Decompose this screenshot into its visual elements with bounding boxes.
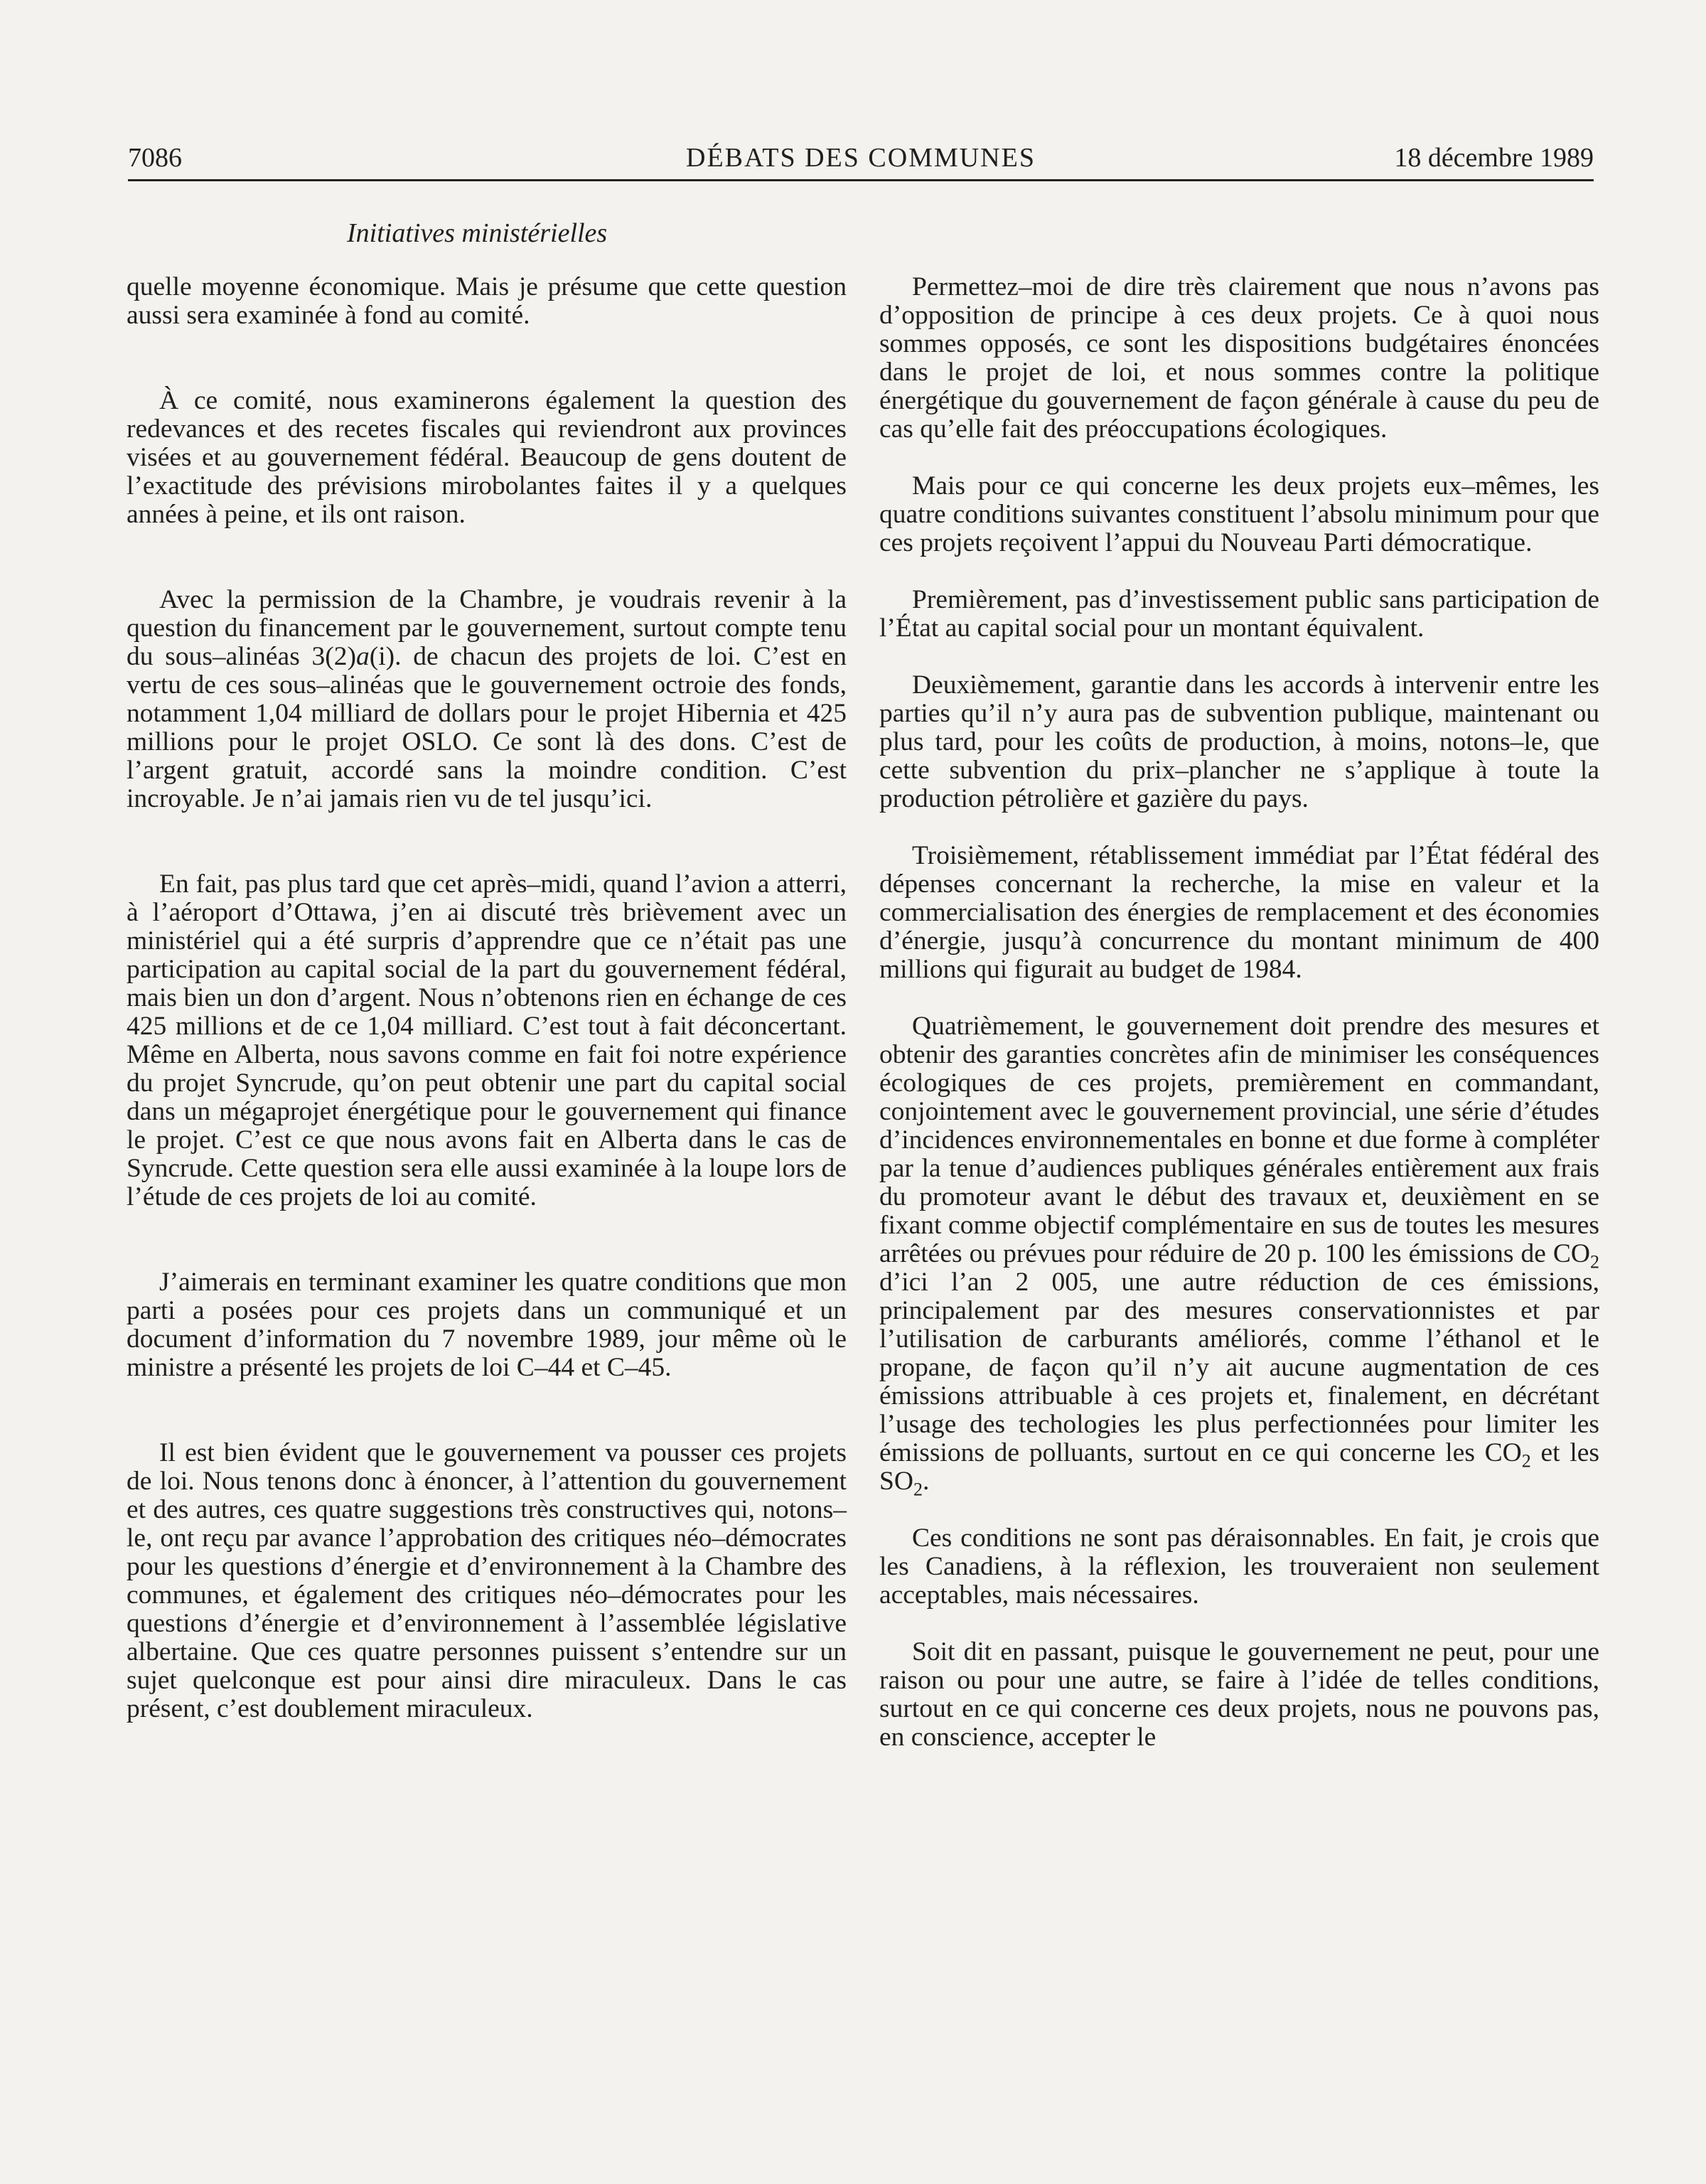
paragraph: Ces conditions ne sont pas déraisonnables. En fait, je crois que les Canadiens, à la réflexion, les trouveraient non seulement acceptables, mais nécessaires. [879, 1524, 1599, 1610]
paragraph: Deuxièmement, garantie dans les accords à intervenir entre les parties qu’il n’y aura pas de subvention publique, maintenant ou plus tard, pour les coûts de production, à moins, notons–le, que cette subvention du prix–plancher ne s’applique à toute la production pétrolière et gazière du pays. [879, 670, 1599, 813]
punctuation: . [922, 1467, 930, 1496]
paragraph: Mais pour ce qui concerne les deux projets eux–mêmes, les quatre conditions suivantes constituent l’absolu minimum pour que ces projets reçoivent l’appui du Nouveau Parti démocratique. [879, 471, 1599, 557]
paragraph-text: (i). de chacun des projets de loi. C’est en vertu de ces sous–alinéas que le gouvernement octroie des fonds, notamment 1,04 milliard de dollars pour le projet Hibernia et 425 millions pour le projet OSLO. Ce sont là des dons. C’est de l’argent gratuit, accordé sans la moindre condition. C’est incroyable. Je n’ai jamais rien vu de tel jusqu’ici. [127, 642, 847, 813]
page-date: 18 décembre 1989 [1394, 143, 1594, 173]
paragraph: J’aimerais en terminant examiner les quatre conditions que mon parti a posées pour ces projets dans un communiqué et un document d’information du 7 novembre 1989, jour même où le ministre a présenté les projets de loi C–44 et C–45. [127, 1268, 847, 1382]
subscript: 2 [913, 1479, 923, 1500]
paragraph-text: Avec la permission de la Chambre, je voudrais revenir à la question du financement par le gouvernement, surtout compte tenu du sous–alinéas 3(2) [127, 585, 847, 671]
paragraph: À ce comité, nous examinerons également la question des redevances et des recetes fiscales qui reviendront aux provinces visées et au gouvernement fédéral. Beaucoup de gens doutent de l’exactitude des prévisions mirobolantes faites il y a quelques années à peine, et ils ont raison. [127, 386, 847, 529]
publication-title: DÉBATS DES COMMUNES [686, 143, 1036, 173]
paragraph: quelle moyenne économique. Mais je présume que cette question aussi sera examinée à fond au comité. [127, 272, 847, 330]
subscript: 2 [1521, 1450, 1531, 1472]
paragraph [127, 586, 847, 813]
left-column [127, 273, 847, 1780]
page-header [128, 139, 1594, 181]
section-heading: Initiatives ministérielles [347, 218, 608, 248]
paragraph: Permettez–moi de dire très clairement que nous n’avons pas d’opposition de principe à ces deux projets. Ce à quoi nous sommes opposés, ce sont les dispositions budgétaires énoncées dans le projet de loi, et nous sommes contre la politique énergétique du gouvernement de façon générale à cause du peu de cas qu’elle fait des préoccupations écologiques. [879, 272, 1599, 444]
paragraph [879, 1012, 1599, 1500]
paragraph: Il est bien évident que le gouvernement va pousser ces projets de loi. Nous tenons donc à énoncer, à l’attention du gouvernement et des autres, ces quatre suggestions très constructives qui, notons–le, ont reçu par avance l’approbation des critiques néo–démocrates pour les questions d’énergie et d’environnement à la Chambre des communes, et également des critiques néo–démocrates pour les questions d’énergie et d’environnement à l’assemblée législative albertaine. Que ces quatre personnes puissent s’entendre sur un sujet quelconque est pour ainsi dire miraculeux. Dans le cas présent, c’est doublement miraculeux. [127, 1438, 847, 1723]
paragraph-text: d’ici l’an 2 005, une autre réduction de ces émissions, principalement par des mesures conservationnistes et par l’utilisation de carburants améliorés, comme l’éthanol et le propane, de façon qu’il n’y ait aucune augmentation de ces émissions attribuable à ces projets et, finalement, en décrétant l’usage des techologies les plus perfectionnées pour limiter les émissions de polluants, surtout en ce qui concerne les CO [879, 1268, 1599, 1467]
page-number: 7086 [128, 143, 182, 173]
paragraph: Troisièmement, rétablissement immédiat par l’État fédéral des dépenses concernant la recherche, la mise en valeur et la commercialisation des énergies de remplacement et des économies d’énergie, jusqu’à concurrence du montant minimum de 400 millions qui figurait au budget de 1984. [879, 841, 1599, 984]
paragraph: Soit dit en passant, puisque le gouvernement ne peut, pour une raison ou pour une autre, se faire à l’idée de telles conditions, surtout en ce qui concerne ces deux projets, nous ne pouvons pas, en conscience, accepter le [879, 1637, 1599, 1752]
right-column [879, 273, 1599, 1780]
paragraph: Premièrement, pas d’investissement public sans participation de l’État au capital social pour un montant équivalent. [879, 585, 1599, 643]
italic-text: a [356, 642, 370, 671]
paragraph-text: Quatrièmement, le gouvernement doit prendre des mesures et obtenir des garanties concrètes afin de minimiser les conséquences écologiques de ces projets, premièrement en commandant, conjointement avec le gouvernement provincial, une série d’études d’incidences environnementales en bonne et due forme à compléter par la tenue d’audiences publiques générales entièrement aux frais du promoteur avant le début des travaux et, deuxièment en se fixant comme objectif complémentaire en sus de toutes les mesures arrêtées ou prévues pour réduire de 20 p. 100 les émissions de CO [879, 1012, 1599, 1268]
subscript: 2 [1590, 1251, 1599, 1273]
paragraph: En fait, pas plus tard que cet après–midi, quand l’avion a atterri, à l’aéroport d’Ottawa, j’en ai discuté très brièvement avec un ministériel qui a été surpris d’apprendre que ce n’était pas une participation au capital social de la part du gouvernement fédéral, mais bien un don d’argent. Nous n’obtenons rien en échange de ces 425 millions et de ce 1,04 milliard. C’est tout à fait déconcertant. Même en Alberta, nous savons comme en fait foi notre expérience du projet Syncrude, qu’on peut obtenir une part du capital social dans un mégaprojet énergétique pour le gouvernement qui finance le projet. C’est ce que nous avons fait en Alberta dans le cas de Syncrude. Cette question sera elle aussi examinée à la loupe lors de l’étude de ces projets de loi au comité. [127, 869, 847, 1211]
paragraph-text: et les SO [879, 1438, 1599, 1496]
